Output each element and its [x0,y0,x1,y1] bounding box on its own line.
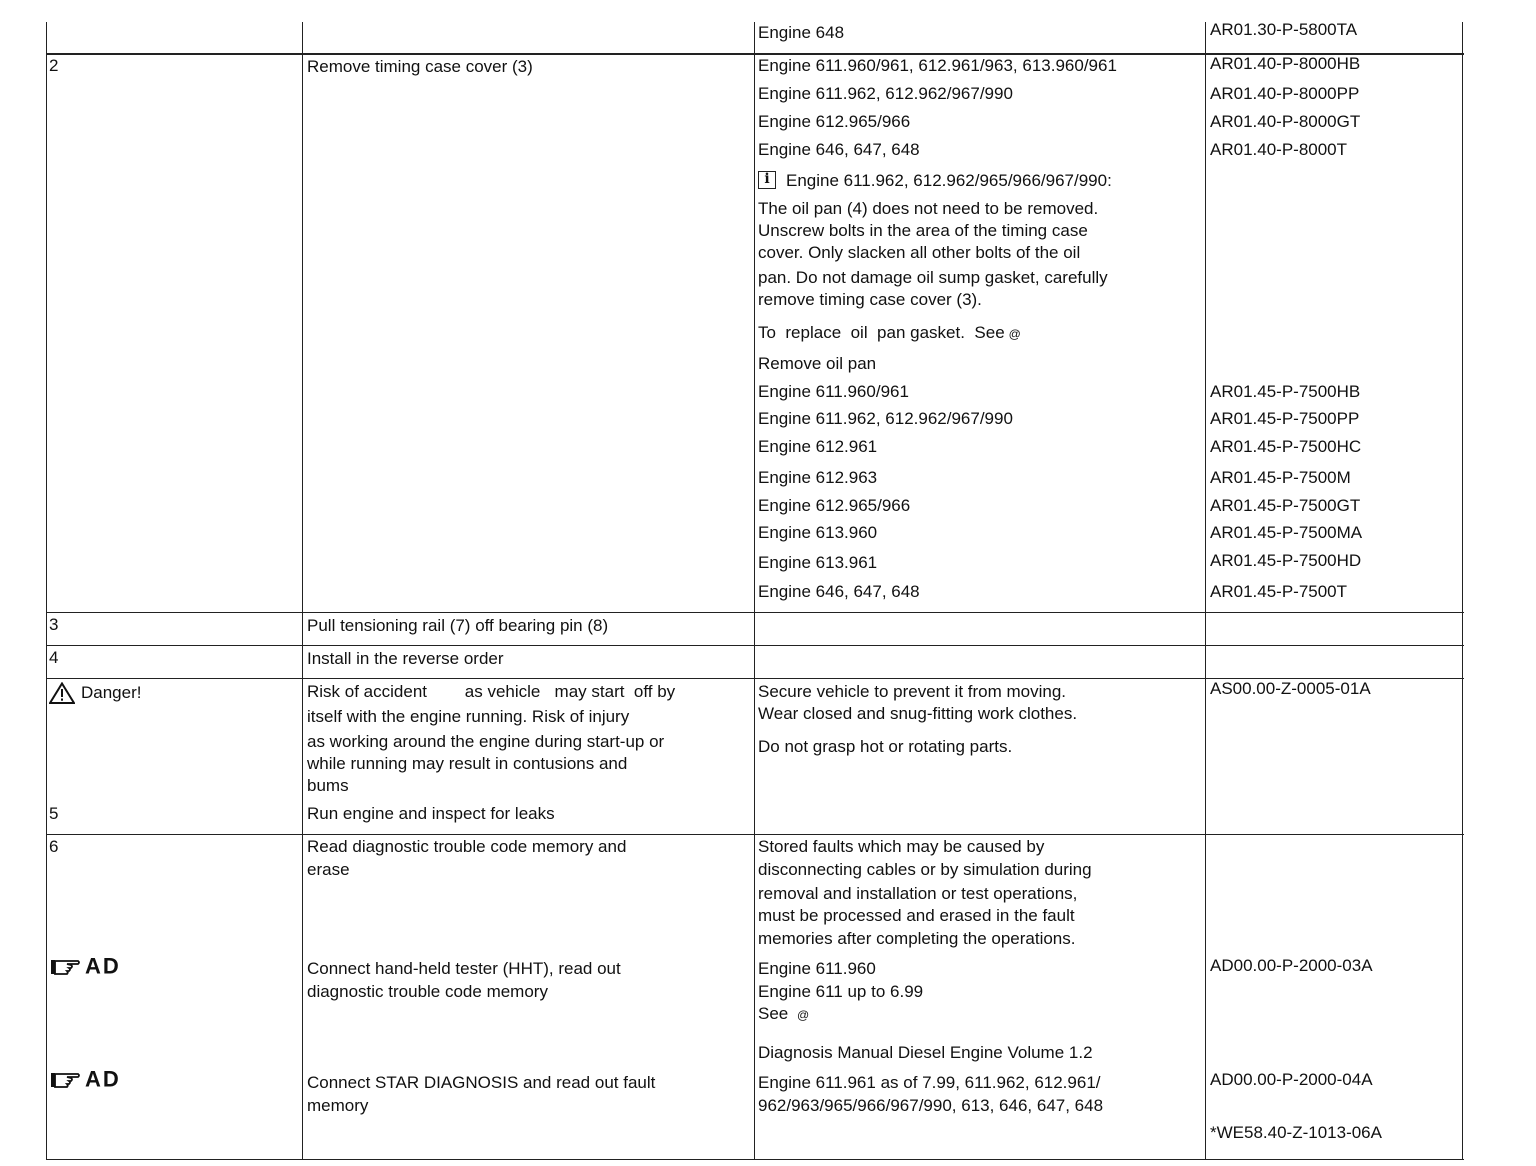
hht-action: Connect hand-held tester (HHT), read out [307,959,621,978]
row-divider [46,834,1464,835]
engine-description: Engine 611.961 as of 7.99, 611.962, 612.961/ [758,1073,1101,1092]
fault-note-line: Stored faults which may be caused by [758,837,1045,856]
step-action: Run engine and inspect for leaks [307,804,555,823]
document-reference: AD00.00-P-2000-04A [1210,1070,1373,1089]
fault-note-line: removal and installation or test operations, [758,884,1078,903]
engine-description: Engine 646, 647, 648 [758,140,920,159]
document-reference: AR01.45-P-7500MA [1210,523,1363,542]
star-action: Connect STAR DIAGNOSIS and read out fault [307,1073,656,1092]
table-border-right [1462,22,1463,1160]
engine-description: Engine 612.961 [758,437,878,456]
step-action: Install in the reverse order [307,649,504,668]
info-note-line: Unscrew bolts in the area of the timing case [758,221,1088,240]
pointing-hand-icon [49,1069,81,1091]
document-reference: AR01.40-P-8000T [1210,140,1348,159]
gasket-note-text: To replace oil pan gasket. See [758,323,1005,342]
ad-label: AD [85,1066,121,1092]
ad-label: AD [85,953,121,979]
info-note-engines: Engine 611.962, 612.962/965/966/967/990: [786,171,1112,190]
engine-description: Engine 648 [758,23,845,42]
column-divider-1 [302,22,303,1160]
danger-label: Danger! [81,683,142,702]
hht-action: diagnostic trouble code memory [307,982,548,1001]
safety-instruction: Secure vehicle to prevent it from moving. [758,682,1067,701]
document-reference: AR01.45-P-7500T [1210,582,1348,601]
manual-reference: Diagnosis Manual Diesel Engine Volume 1.2 [758,1043,1093,1062]
pointing-hand-icon [49,956,81,978]
column-divider-2 [754,22,755,1160]
document-reference: AR01.40-P-8000PP [1210,84,1360,103]
engine-description: Engine 612.965/966 [758,112,911,131]
risk-text-line: while running may result in contusions and [307,754,628,773]
document-reference: AS00.00-Z-0005-01A [1210,679,1371,698]
engine-description: 962/963/965/966/967/990, 613, 646, 647, 648 [758,1096,1104,1115]
oil-pan-title: Remove oil pan [758,354,877,373]
danger-label-group [49,682,141,704]
document-reference: AD00.00-P-2000-03A [1210,956,1373,975]
engine-description: Engine 611.960/961, 612.961/963, 613.960/961 [758,56,1117,75]
risk-text-line: itself with the engine running. Risk of injury [307,707,630,726]
engine-description: Engine 611.960/961 [758,382,909,401]
step-number: 6 [49,837,59,856]
document-reference: AR01.45-P-7500HC [1210,437,1362,456]
row-divider [46,612,1464,613]
see-reference-icon[interactable]: @ [796,1008,810,1022]
step-action: Remove timing case cover (3) [307,57,533,76]
fault-note-line: memories after completing the operations. [758,929,1076,948]
step-number: 4 [49,648,59,667]
fault-note-line: must be processed and erased in the fault [758,906,1075,925]
see-reference [758,1003,809,1026]
table-border-bottom [46,1159,1464,1160]
see-text: See [758,1004,789,1023]
step-number: 5 [49,804,59,823]
fault-note-line: disconnecting cables or by simulation during [758,860,1092,879]
row-divider [46,645,1464,646]
engine-description: Engine 612.965/966 [758,496,911,515]
ad-marker [49,955,121,983]
safety-instruction: Wear closed and snug-fitting work clothes. [758,704,1078,723]
safety-instruction: Do not grasp hot or rotating parts. [758,737,1013,756]
step-action: Read diagnostic trouble code memory and [307,837,627,856]
see-reference-icon[interactable]: @ [1008,327,1021,341]
risk-text-line: Risk of accident as vehicle may start off by [307,682,676,701]
engine-description: Engine 613.960 [758,523,878,542]
engine-description: Engine 646, 647, 648 [758,582,920,601]
ad-marker [49,1068,121,1096]
wiring-reference: *WE58.40-Z-1013-06A [1210,1123,1382,1142]
engine-description: Engine 612.963 [758,468,878,487]
document-reference: AR01.30-P-5800TA [1210,20,1358,39]
info-icon: i [758,171,776,189]
step-action: erase [307,860,350,879]
step-number: 2 [49,56,59,75]
engine-description: Engine 613.961 [758,553,878,572]
document-reference: AR01.45-P-7500HB [1210,382,1361,401]
document-reference: AR01.40-P-8000GT [1210,112,1361,131]
gasket-note [758,322,1021,345]
document-reference: AR01.45-P-7500HD [1210,551,1362,570]
info-note-line: cover. Only slacken all other bolts of the oil [758,243,1081,262]
info-note-line: pan. Do not damage oil sump gasket, carefully [758,268,1108,287]
warning-triangle-icon [49,682,75,704]
column-divider-3 [1205,22,1206,1160]
document-reference: AR01.45-P-7500PP [1210,409,1360,428]
engine-description: Engine 611.962, 612.962/967/990 [758,409,1013,428]
info-note-heading [758,170,1112,192]
step-action: Pull tensioning rail (7) off bearing pin (8) [307,616,609,635]
info-note-line: The oil pan (4) does not need to be removed. [758,199,1099,218]
document-reference: AR01.45-P-7500GT [1210,496,1361,515]
info-note-line: remove timing case cover (3). [758,290,982,309]
risk-text-line: bums [307,776,349,795]
engine-description: Engine 611 up to 6.99 [758,982,924,1001]
table-border-left [46,22,47,1160]
risk-text-line: as working around the engine during start-up or [307,732,665,751]
step-number: 3 [49,615,59,634]
document-reference: AR01.45-P-7500M [1210,468,1351,487]
document-reference: AR01.40-P-8000HB [1210,54,1361,73]
engine-description: Engine 611.960 [758,959,876,978]
star-action: memory [307,1096,369,1115]
engine-description: Engine 611.962, 612.962/967/990 [758,84,1013,103]
